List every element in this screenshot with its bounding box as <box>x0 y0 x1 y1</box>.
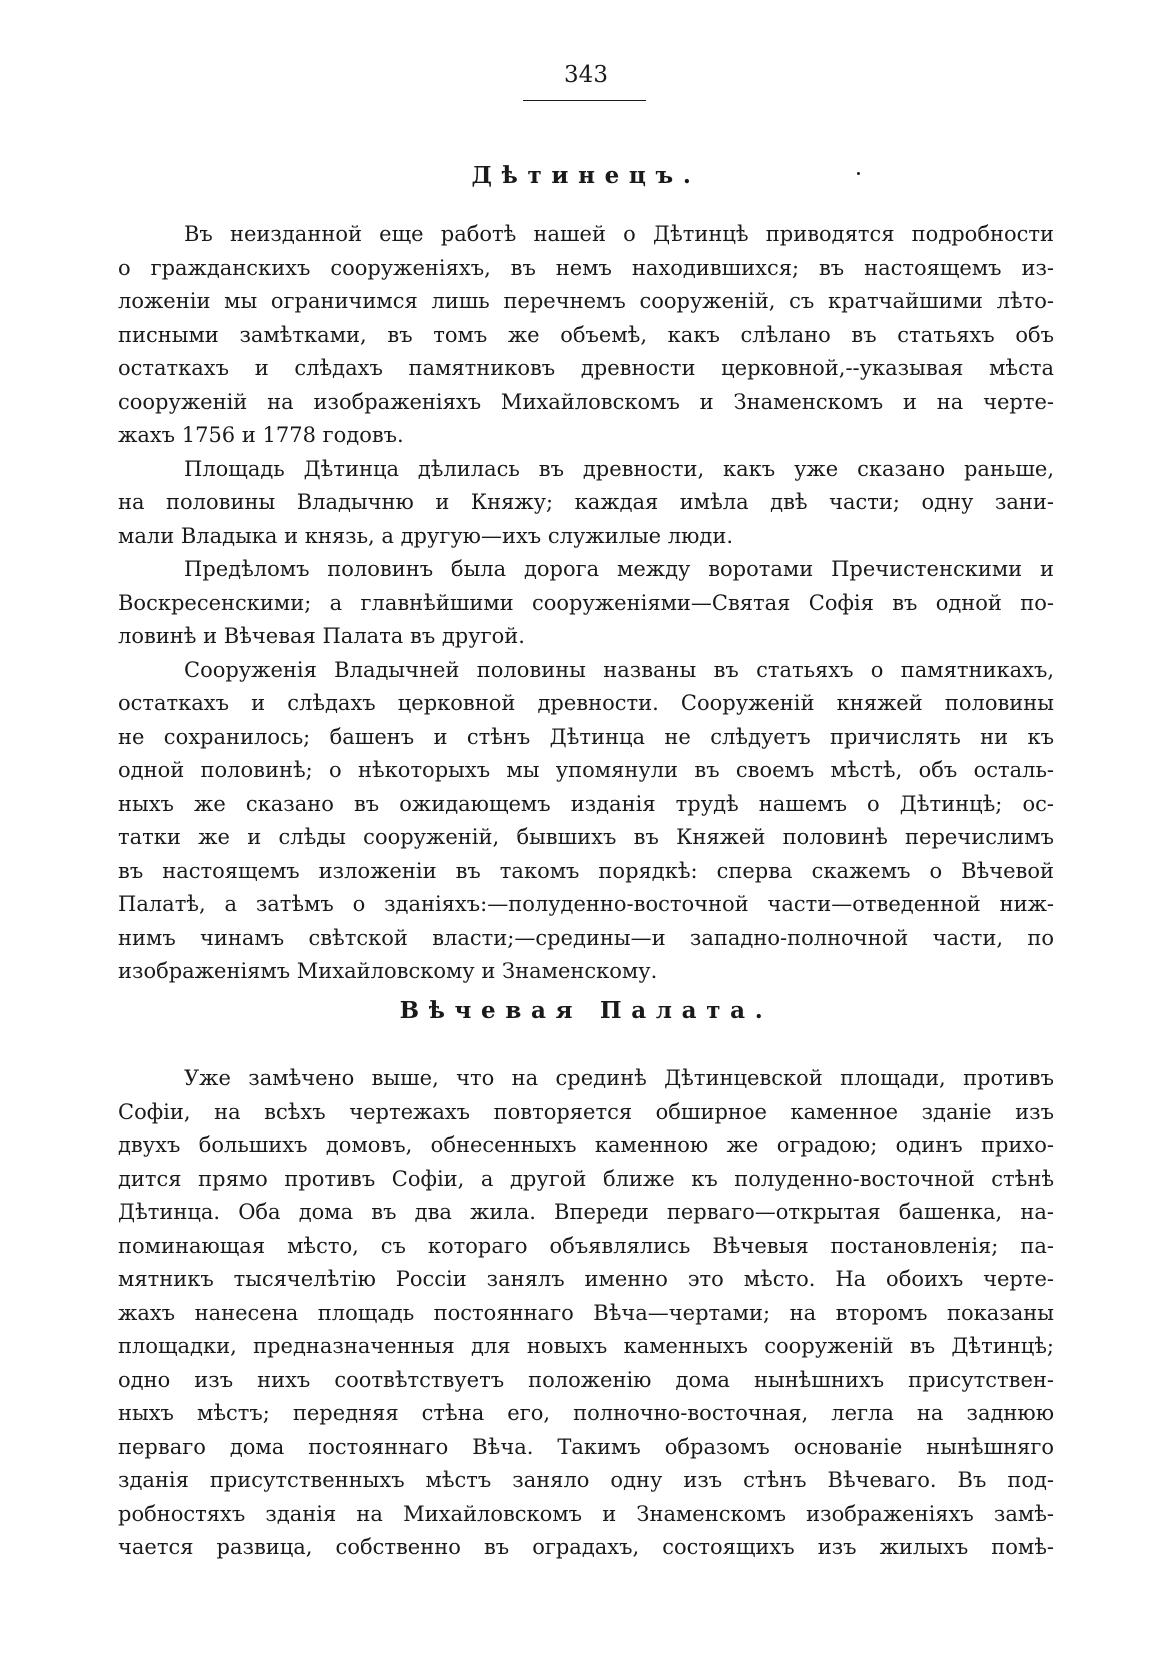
text-line: поминающая мѣсто, съ котораго объявлялись Вѣчевыя постановленія; па- <box>118 1233 1054 1258</box>
paragraph <box>118 218 1054 453</box>
text-line: нимъ чинамъ свѣтской власти;—средины—и западно-полночной части, по <box>118 925 1054 950</box>
text-line: дится прямо противъ Софіи, а другой ближе къ полуденно-восточной стѣнѣ <box>118 1166 1054 1191</box>
section-heading-detinets: Дѣтинецъ. <box>471 162 701 189</box>
text-line: жахъ 1756 и 1778 годовъ. <box>118 423 404 447</box>
text-line: Воскресенскими; а главнѣйшими сооруженіями—Святая Софія въ одной по- <box>118 590 1054 615</box>
text-line: сооруженій на изображеніяхъ Михайловскомъ и Знаменскомъ и на черте- <box>118 389 1054 414</box>
text-line: Уже замѣчено выше, что на срединѣ Дѣтинцевской площади, противъ <box>184 1066 1054 1090</box>
text-line: писными замѣтками, въ томъ же объемѣ, какъ слѣлано въ статьяхъ объ <box>118 322 1054 347</box>
text-line: чается развица, собственно въ оградахъ, состоящихъ изъ жилыхъ помѣ- <box>118 1535 1054 1559</box>
text-line: ныхъ мѣстъ; передняя стѣна его, полночно-восточная, легла на заднюю <box>118 1401 1054 1425</box>
text-line: одной половинѣ; о нѣкоторыхъ мы упомянули въ своемъ мѣстѣ, объ осталь- <box>118 758 1054 782</box>
text-line: мятникъ тысячелѣтію Россіи занялъ именно это мѣсто. На обоихъ черте- <box>118 1267 1054 1291</box>
text-line: ныхъ же сказано въ ожидающемъ изданія трудѣ нашемъ о Дѣтинцѣ; ос- <box>118 791 1054 816</box>
ink-speck <box>857 172 860 175</box>
text-line: остаткахъ и слѣдахъ памятниковъ древности церковной,--указывая мѣста <box>118 356 1054 380</box>
text-line: Софіи, на всѣхъ чертежахъ повторяется обширное каменное зданіе изъ <box>118 1099 1054 1124</box>
text-line: робностяхъ зданія на Михайловскомъ и Знаменскомъ изображеніяхъ замѣ- <box>118 1501 1054 1526</box>
section-body-detinets <box>118 218 1054 989</box>
text-line: мали Владыка и князь, а другую—ихъ служилые люди. <box>118 523 733 548</box>
text-line: татки же и слѣды сооруженій, бывшихъ въ Княжей половинѣ перечислимъ <box>118 825 1054 849</box>
text-line: Дѣтинца. Оба дома въ два жила. Впереди перваго—открытая башенка, на- <box>118 1200 1054 1224</box>
text-line: изображеніямъ Михайловскому и Знаменскому. <box>118 959 658 983</box>
text-line: о гражданскихъ сооруженіяхъ, въ немъ находившихся; въ настоящемъ из- <box>118 255 1054 280</box>
text-line: двухъ большихъ домовъ, обнесенныхъ каменною же оградою; одинъ прихо- <box>118 1133 1054 1157</box>
text-line: ложеніи мы ограничимся лишь перечнемъ сооруженій, съ кратчайшими лѣто- <box>118 289 1054 313</box>
page-number: 343 <box>564 62 608 88</box>
paragraph <box>118 1062 1054 1565</box>
paragraph <box>118 453 1054 554</box>
section-heading-vecheva-palata: Вѣчевая Палата. <box>399 997 773 1024</box>
text-line: въ настоящемъ изложеніи въ такомъ порядкѣ: сперва скажемъ о Вѣчевой <box>118 858 1054 883</box>
text-line: не сохранилось; башенъ и стѣнъ Дѣтинца не слѣдуетъ причислять ни къ <box>118 724 1054 749</box>
text-line: на половины Владычню и Княжу; каждая имѣла двѣ части; одну зани- <box>118 490 1054 514</box>
text-line: остаткахъ и слѣдахъ церковной древности. Сооруженій княжей половины <box>118 691 1054 715</box>
page-number-underline <box>523 100 646 101</box>
text-line: площадки, предназначенныя для новыхъ каменныхъ сооруженій въ Дѣтинцѣ; <box>118 1334 1054 1358</box>
paragraph <box>118 654 1054 989</box>
text-line: Предѣломъ половинъ была дорога между воротами Пречистенскими и <box>184 557 1054 581</box>
text-line: ловинѣ и Вѣчевая Палата въ другой. <box>118 624 525 648</box>
text-line: перваго дома постояннаго Вѣча. Такимъ образомъ основаніе нынѣшняго <box>118 1434 1054 1459</box>
paragraph <box>118 553 1054 654</box>
text-line: Сооруженія Владычней половины названы въ статьяхъ о памятникахъ, <box>184 657 1054 682</box>
text-line: жахъ нанесена площадь постояннаго Вѣча—чертами; на второмъ показаны <box>118 1300 1054 1325</box>
text-line: Въ неизданной еще работѣ нашей о Дѣтинцѣ приводятся подробности <box>184 222 1054 246</box>
text-line: Палатѣ, а затѣмъ о зданіяхъ:—полуденно-восточной части—отведенной ниж- <box>118 892 1054 916</box>
text-line: зданія присутственныхъ мѣстъ заняло одну изъ стѣнъ Вѣчеваго. Въ под- <box>118 1468 1054 1492</box>
section-body-vecheva-palata <box>118 1062 1054 1565</box>
text-line: одно изъ нихъ соотвѣтствуетъ положенію дома нынѣшнихъ присутствен- <box>118 1367 1054 1392</box>
text-line: Площадь Дѣтинца дѣлилась въ древности, какъ уже сказано раньше, <box>184 456 1054 481</box>
